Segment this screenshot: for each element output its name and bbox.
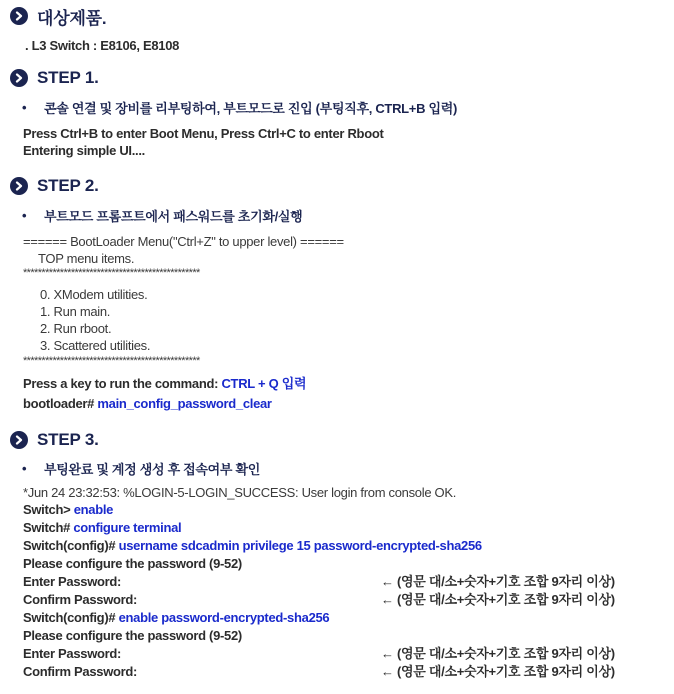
product-line: . L3 Switch : E8106, E8108	[25, 38, 180, 53]
stars-divider: ************************************************	[23, 355, 200, 367]
cli-prompt: Switch(config)#	[23, 538, 119, 553]
cli-prompt: Switch>	[23, 502, 74, 517]
press-key-line	[23, 375, 306, 392]
step1-title	[10, 67, 99, 89]
confirm-password-label: Confirm Password:	[23, 664, 138, 679]
chevron-right-icon	[10, 177, 28, 195]
press-key-command: CTRL + Q 입력	[221, 376, 307, 391]
press-key-text: Press a key to run the command:	[23, 376, 222, 391]
step2-bullet	[22, 206, 302, 224]
step1-title-text: STEP 1.	[37, 68, 99, 87]
login-message: *Jun 24 23:32:53: %LOGIN-5-LOGIN_SUCCESS: User login from console OK.	[23, 485, 457, 500]
bullet-dot-icon: •	[22, 207, 27, 223]
boot-menu-item: 2. Run rboot.	[40, 321, 112, 336]
password-rule-note: ← (영문 대/소+숫자+기호 조합 9자리 이상)	[381, 574, 615, 589]
step3-title-text: STEP 3.	[37, 430, 99, 449]
enter-password-line	[23, 573, 615, 590]
step3-title	[10, 429, 99, 451]
cli-command: enable	[73, 502, 114, 517]
chevron-right-icon	[10, 431, 28, 449]
boot-menu-item: 1. Run main.	[40, 304, 111, 319]
enter-password-line	[23, 645, 615, 662]
boot-menu-item: 0. XModem utilities.	[40, 287, 148, 302]
chevron-right-icon	[10, 69, 28, 87]
enter-password-label: Enter Password:	[23, 574, 122, 589]
chevron-right-icon	[10, 7, 28, 25]
boot-menu-item: 3. Scattered utilities.	[40, 338, 151, 353]
configure-password-line: Please configure the password (9-52)	[23, 628, 242, 643]
cli-line	[23, 519, 181, 536]
configure-password-line: Please configure the password (9-52)	[23, 556, 242, 571]
step3-bullet	[22, 459, 260, 477]
step3-bullet-text: 부팅완료 및 계정 생성 후 접속여부 확인	[44, 461, 260, 477]
bootloader-command: main_config_password_clear	[97, 396, 272, 411]
enter-password-label: Enter Password:	[23, 646, 122, 661]
bullet-dot-icon: •	[22, 99, 27, 115]
stars-divider: ************************************************	[23, 267, 200, 279]
confirm-password-line	[23, 663, 615, 680]
step1-bullet-text: 콘솔 연결 및 장비를 리부팅하여, 부트모드로 진입 (부팅직후, CTRL+B 입력)	[44, 100, 458, 116]
step2-title-text: STEP 2.	[37, 176, 99, 195]
bootloader-prompt-line	[23, 395, 272, 412]
step1-bullet	[22, 98, 457, 116]
boot-menu-sub: TOP menu items.	[38, 251, 135, 266]
cli-line	[23, 537, 482, 554]
cli-command: username sdcadmin privilege 15 password-encrypted-sha256	[118, 538, 482, 553]
cli-command: enable password-encrypted-sha256	[118, 610, 330, 625]
boot-menu-header: ====== BootLoader Menu("Ctrl+Z" to upper level) ======	[23, 234, 344, 249]
cli-command: configure terminal	[73, 520, 182, 535]
step2-bullet-text: 부트모드 프롬프트에서 패스워드를 초기화/실행	[44, 208, 303, 224]
cli-prompt: Switch#	[23, 520, 74, 535]
bootloader-prompt: bootloader#	[23, 396, 98, 411]
console-line: Press Ctrl+B to enter Boot Menu, Press Ctrl+C to enter Rboot	[23, 126, 384, 141]
section-title-text: 대상제품.	[37, 8, 107, 28]
password-rule-note: ← (영문 대/소+숫자+기호 조합 9자리 이상)	[381, 664, 615, 679]
password-rule-note: ← (영문 대/소+숫자+기호 조합 9자리 이상)	[381, 646, 615, 661]
password-rule-note: ← (영문 대/소+숫자+기호 조합 9자리 이상)	[381, 592, 615, 607]
confirm-password-line	[23, 591, 615, 608]
cli-line	[23, 609, 329, 626]
confirm-password-label: Confirm Password:	[23, 592, 138, 607]
cli-line	[23, 501, 113, 518]
console-line: Entering simple UI....	[23, 143, 145, 158]
cli-prompt: Switch(config)#	[23, 610, 119, 625]
bullet-dot-icon: •	[22, 460, 27, 476]
step2-title	[10, 175, 99, 197]
section-title-target-products	[10, 5, 106, 27]
